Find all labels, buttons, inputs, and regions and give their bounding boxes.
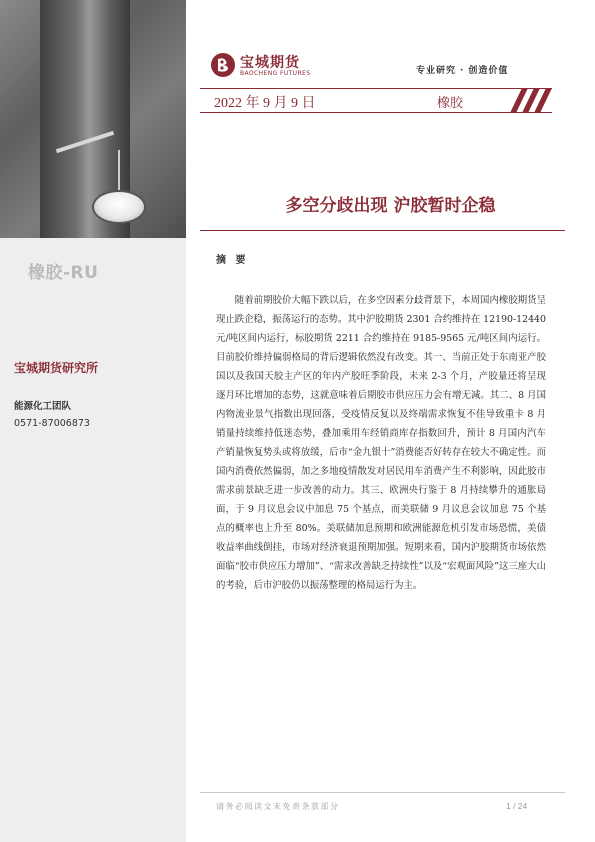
company-logo — [210, 52, 330, 80]
abstract-body: 随着前期胶价大幅下跌以后，在多空因素分歧背景下，本周国内橡胶期货呈现止跌企稳，振荡运行的态势。其中沪胶期货 2301 合约维持在 12190-12440 元/吨区间内运行，标胶期货 2211 合约维持在 9185-9565 元/吨区间内运行。目前胶价维持偏弱格局的背后逻辑依然没有改变。其一、当前正处于东南亚产胶国以及我国天胶主产区的年内产胶旺季阶段，未来 2-3 个月，产胶量还将呈现逐月环比增加的态势，这就意味着后期胶市供应压力会有增无减。其二、8 月国内物流业景气指数出现回落，受疫情反复以及终端需求恢复不佳导致重卡 8 月销量持续维持低迷态势，叠加乘用车经销商库存指数回升，预计 8 月国内汽车产销量恢复势头或将放缓，后市“金九银十”消费能否好转存在较大不确定性。而国内消费依然偏弱，加之多地疫情散发对居民用车消费产生不利影响，因此胶市需求前景缺乏进一步改善的动力。其三、欧洲央行鉴于 8 月持续攀升的通胀局面，于 9 月议息会议中加息 75 个基点，而美联储 9 月议息会议加息 75 个基点的概率也上升至 80%。美联储加息预期和欧洲能源危机引发市场恐慌，美债收益率曲线倒挂，市场对经济衰退预期加强。短期来看，国内沪胶期货市场依然面临“胶市供应压力增加”、“需求改善缺乏持续性”以及“宏观面风险”这三座大山的考验，后市沪胶仍以振荡整理的格局运行为主。 — [216, 295, 546, 591]
logo-mark-icon — [210, 52, 236, 78]
logo-chinese-name: 宝城期货 — [240, 55, 300, 71]
slogan: 专业研究 · 创造价值 — [416, 66, 509, 76]
title-divider — [200, 230, 565, 231]
footer-divider — [200, 792, 565, 793]
decorative-stripes — [500, 88, 552, 113]
latex-cup — [92, 190, 146, 224]
cup-wire — [118, 150, 120, 194]
logo-english-name: BAOCHENG FUTURES — [240, 70, 311, 77]
footer-disclaimer: 请务必阅读文末免责条款部分 — [216, 802, 340, 811]
team-name: 能源化工团队 — [14, 401, 72, 412]
abstract-heading: 摘 要 — [216, 255, 249, 266]
report-title: 多空分歧出现 沪胶暂时企稳 — [285, 196, 496, 216]
left-sidebar — [0, 0, 186, 842]
report-category: 橡胶 — [437, 96, 464, 111]
report-date: 2022 年 9 月 9 日 — [214, 96, 316, 111]
institute-name: 宝城期货研究所 — [14, 361, 99, 375]
contact-phone: 0571-87006873 — [14, 418, 90, 429]
product-code: 橡胶-RU — [28, 263, 99, 283]
page-number: 1 / 24 — [506, 801, 528, 811]
rubber-tree-photo — [0, 0, 186, 238]
